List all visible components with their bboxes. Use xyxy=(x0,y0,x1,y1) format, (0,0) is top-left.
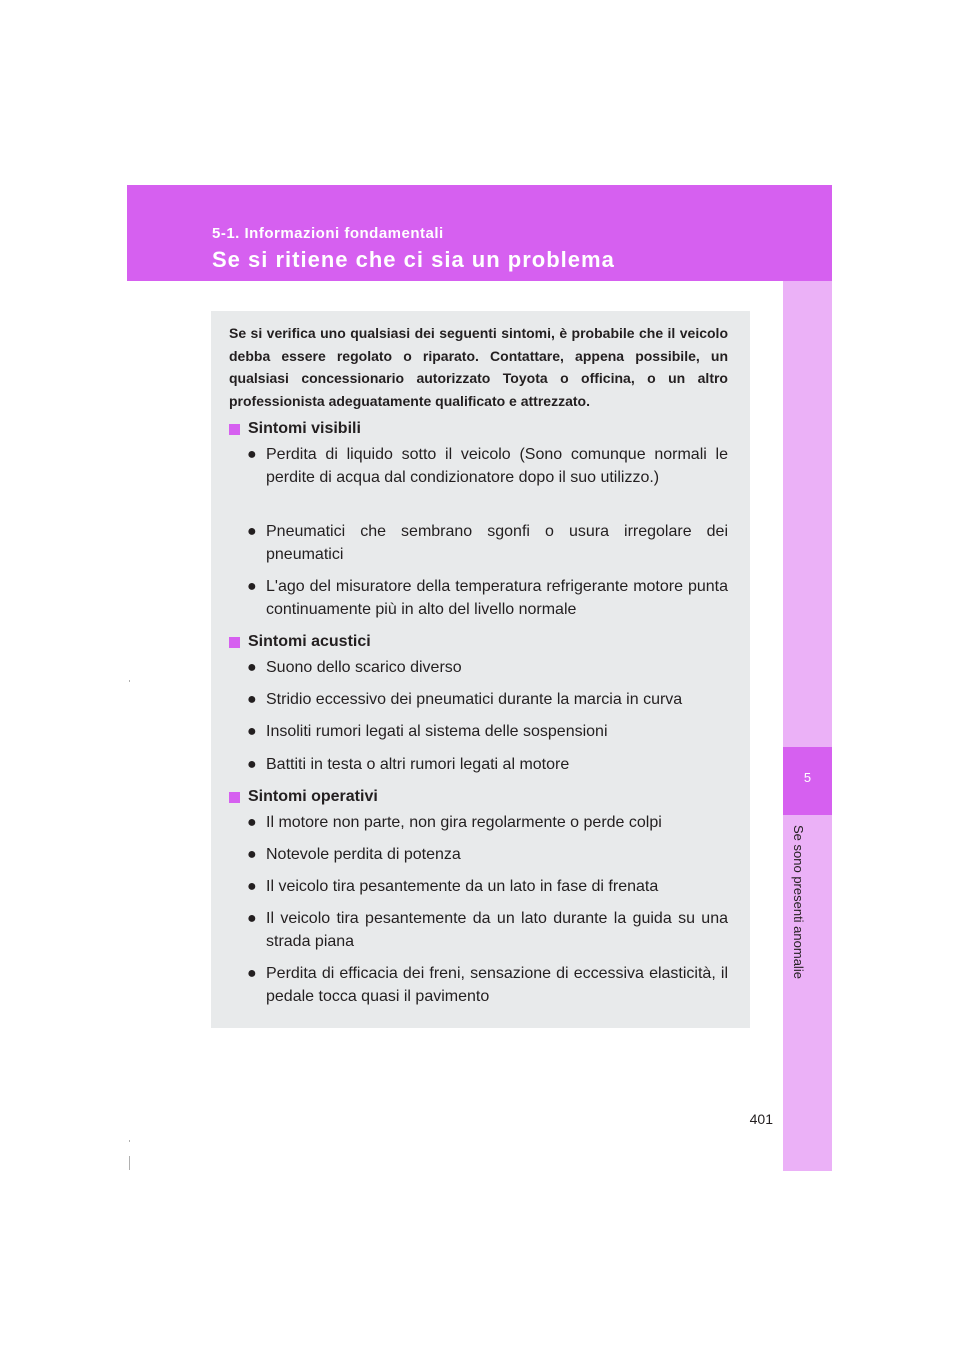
square-bullet-icon xyxy=(229,637,240,648)
page-number: 401 xyxy=(749,1111,773,1127)
list-item xyxy=(247,812,728,835)
list-item xyxy=(247,844,728,867)
list-item-text: Il veicolo tira pesantemente da un lato durante la guida su una strada piana xyxy=(266,910,728,950)
list-item-text: Stridio eccessivo dei pneumatici durante la marcia in curva xyxy=(266,691,683,708)
section-heading-visible xyxy=(229,418,361,440)
bullet-dot-icon: ● xyxy=(247,691,257,708)
bullet-dot-icon: ● xyxy=(247,846,257,863)
bullet-dot-icon: ● xyxy=(247,878,257,895)
list-item xyxy=(247,657,728,680)
list-item-text: Pneumatici che sembrano sgonfi o usura irregolare dei pneumatici xyxy=(266,523,728,563)
chapter-title: Se sono presenti anomalie xyxy=(791,825,806,979)
chapter-number: 5 xyxy=(803,770,812,785)
list-item-text: Insoliti rumori legati al sistema delle sospensioni xyxy=(266,723,608,740)
list-item-text: Battiti in testa o altri rumori legati al motore xyxy=(266,756,570,773)
crop-mark xyxy=(129,1140,130,1142)
list-item xyxy=(247,689,728,712)
bullet-dot-icon: ● xyxy=(247,756,257,773)
list-item xyxy=(247,444,728,489)
section-label: 5-1. Informazioni fondamentali xyxy=(212,225,444,242)
list-item xyxy=(247,721,728,744)
bullet-dot-icon: ● xyxy=(247,965,257,982)
crop-mark xyxy=(129,1156,130,1170)
bullet-dot-icon: ● xyxy=(247,910,257,927)
square-bullet-icon xyxy=(229,424,240,435)
list-item xyxy=(247,876,728,899)
chapter-side-tab xyxy=(783,281,832,1171)
intro-paragraph: Se si verifica uno qualsiasi dei seguenti sintomi, è probabile che il veicolo debba essere regolato o riparato. Contattare, appena possibile, un qualsiasi concessionario autorizzato Toyota o officina, o un altro professionista adeguatamente qualificato e attrezzato. xyxy=(229,325,728,409)
list-item xyxy=(247,521,728,566)
list-item-text: L'ago del misuratore della temperatura refrigerante motore punta continuamente più in alto del livello normale xyxy=(266,578,728,618)
bullet-dot-icon: ● xyxy=(247,523,257,540)
bullet-dot-icon: ● xyxy=(247,578,257,595)
page-title: Se si ritiene che ci sia un problema xyxy=(212,247,615,272)
bullet-dot-icon: ● xyxy=(247,659,257,676)
list-item-text: Perdita di liquido sotto il veicolo (Sono comunque normali le perdite di acqua dal condizionatore dopo il suo utilizzo.) xyxy=(266,446,728,486)
list-item-text: Il veicolo tira pesantemente da un lato in fase di frenata xyxy=(266,878,659,895)
crop-mark xyxy=(129,680,130,682)
list-item xyxy=(247,963,728,1008)
section-heading-acoustic xyxy=(229,631,371,653)
list-item-text: Suono dello scarico diverso xyxy=(266,659,462,676)
list-item xyxy=(247,908,728,953)
section-heading-text: Sintomi acustici xyxy=(248,633,371,650)
list-item-text: Notevole perdita di potenza xyxy=(266,846,461,863)
square-bullet-icon xyxy=(229,792,240,803)
list-item xyxy=(247,754,728,777)
bullet-dot-icon: ● xyxy=(247,723,257,740)
section-heading-text: Sintomi operativi xyxy=(248,788,378,805)
bullet-dot-icon: ● xyxy=(247,814,257,831)
symptoms-box xyxy=(211,311,750,1028)
section-heading-operational xyxy=(229,786,378,808)
list-item-text: Il motore non parte, non gira regolarmente o perde colpi xyxy=(266,814,662,831)
list-item xyxy=(247,576,728,621)
list-item-text: Perdita di efficacia dei freni, sensazione di eccessiva elasticità, il pedale tocca quasi il pavimento xyxy=(266,965,728,1005)
bullet-dot-icon: ● xyxy=(247,446,257,463)
section-heading-text: Sintomi visibili xyxy=(248,420,361,437)
